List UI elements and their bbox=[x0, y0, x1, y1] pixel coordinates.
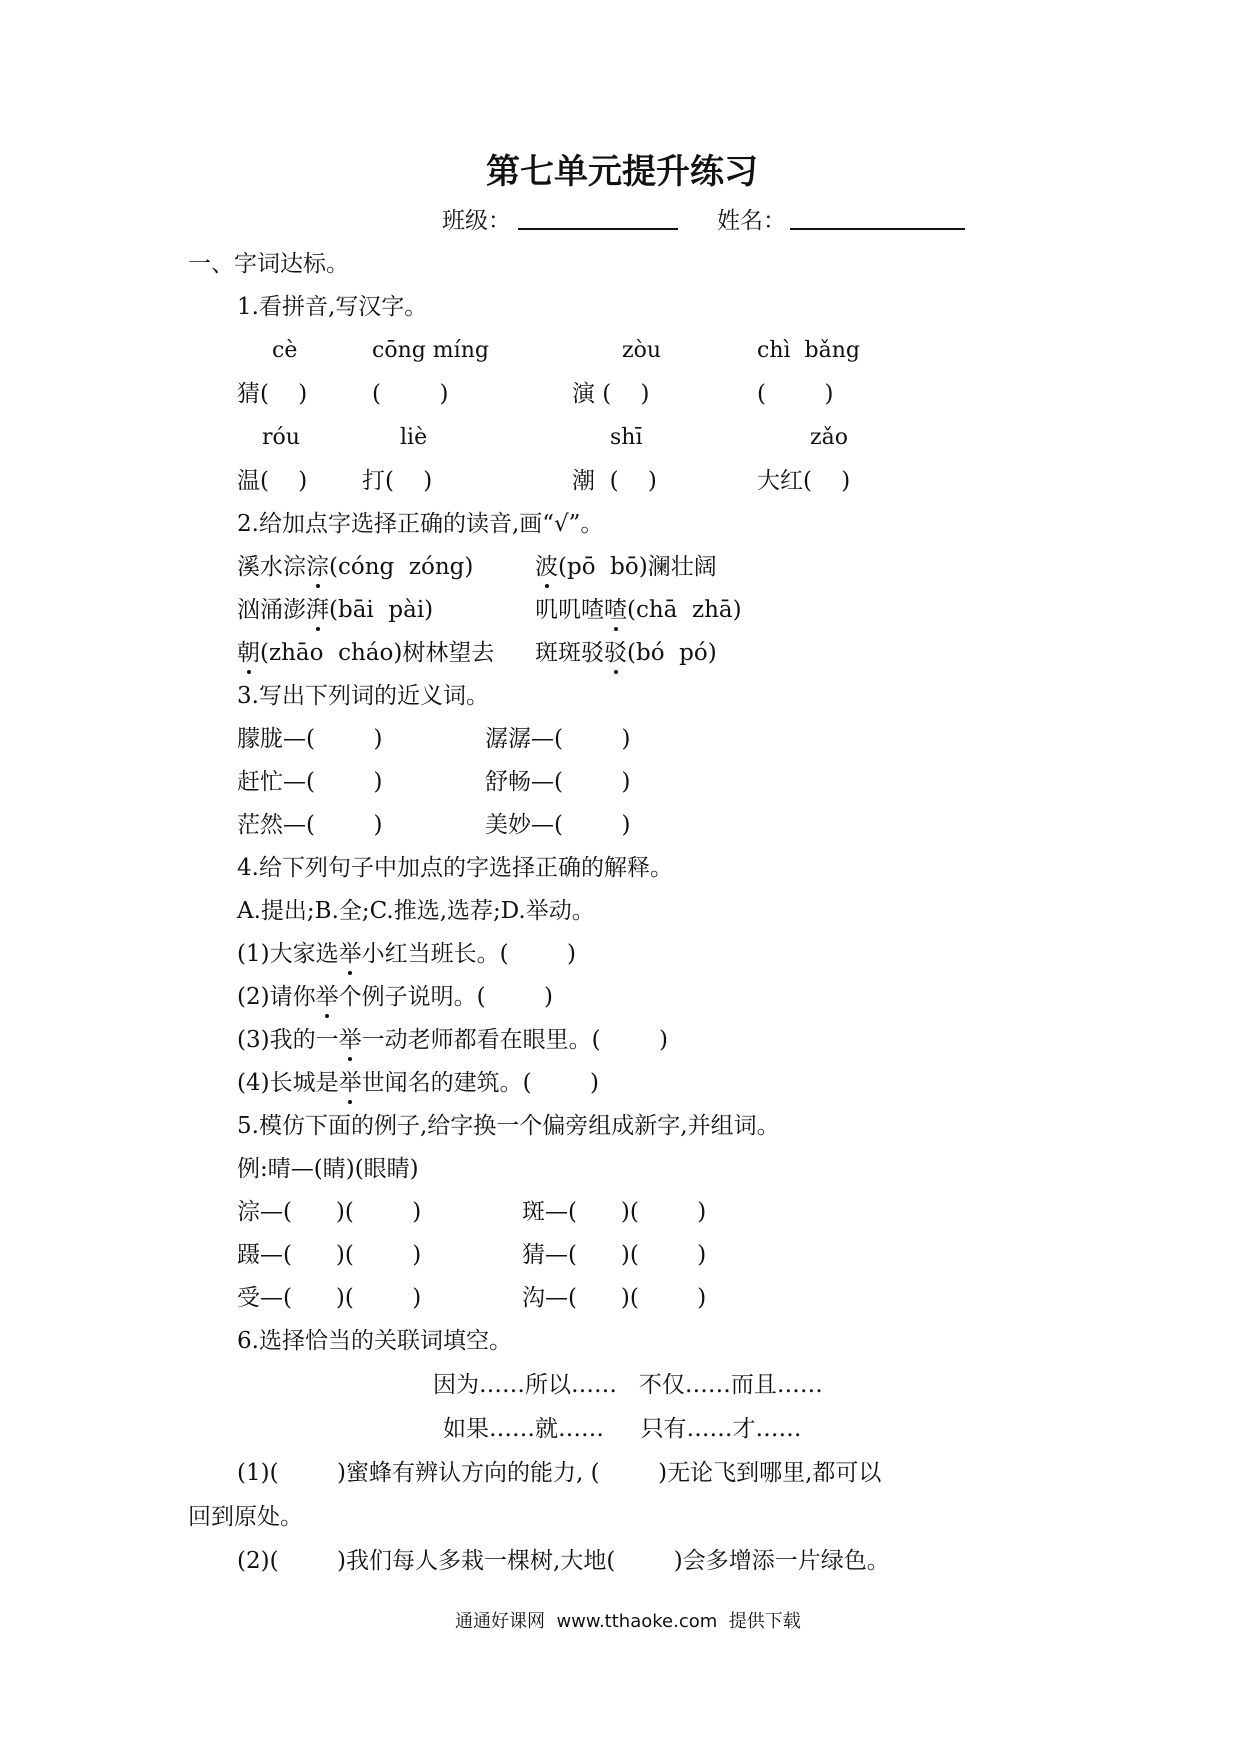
dotted-char: 举 bbox=[338, 1070, 362, 1096]
q1-pinyin: cè bbox=[272, 338, 298, 363]
q3-item[interactable]: 舒畅—( ) bbox=[485, 769, 631, 795]
q1-pinyin: zǎo bbox=[810, 425, 848, 450]
dotted-char: 波 bbox=[535, 554, 558, 580]
q1-pinyin: zòu bbox=[622, 338, 662, 363]
q1-blank[interactable]: 猜( ) bbox=[237, 381, 308, 407]
q2-item-post: (bāi pài) bbox=[329, 597, 434, 623]
q2-item-post: (zhāo cháo)树林望去 bbox=[260, 640, 495, 666]
q6-prompt: 6.选择恰当的关联词填空。 bbox=[237, 1328, 512, 1354]
q1-blank[interactable]: 演 ( ) bbox=[572, 381, 650, 407]
dotted-char: 朝 bbox=[237, 640, 260, 666]
q2-item-post: (bó pó) bbox=[627, 640, 717, 666]
q3-item[interactable]: 赶忙—( ) bbox=[237, 769, 383, 795]
q5-item[interactable]: 沟—( )( ) bbox=[522, 1285, 707, 1311]
q4-item[interactable] bbox=[237, 1072, 599, 1095]
dotted-char: 湃 bbox=[306, 597, 329, 623]
q4-item-pre: (3)我的一 bbox=[237, 1027, 339, 1053]
q1-blank[interactable]: 大红( ) bbox=[757, 468, 851, 494]
q4-item-post: 世闻名的建筑。( ) bbox=[361, 1070, 600, 1096]
q4-item[interactable] bbox=[237, 1029, 668, 1052]
q1-pinyin: liè bbox=[400, 425, 428, 450]
class-blank[interactable] bbox=[518, 208, 678, 230]
q1-pinyin: cōng míng bbox=[372, 338, 489, 363]
q4-item-post: 一动老师都看在眼里。( ) bbox=[361, 1027, 669, 1053]
q4-item-pre: (2)请你 bbox=[237, 984, 316, 1010]
q5-example: 例:晴—(睛)(眼睛) bbox=[237, 1156, 419, 1182]
q4-item[interactable] bbox=[237, 943, 576, 966]
q5-item[interactable]: 受—( )( ) bbox=[237, 1285, 422, 1311]
name-label: 姓名： bbox=[717, 208, 786, 234]
q3-item[interactable]: 美妙—( ) bbox=[485, 812, 631, 838]
q2-item[interactable] bbox=[237, 599, 433, 622]
q5-item[interactable]: 斑—( )( ) bbox=[522, 1199, 707, 1225]
q6-word-bank: 如果……就…… 只有……才…… bbox=[443, 1416, 802, 1442]
dotted-char: 驳 bbox=[604, 640, 627, 666]
dotted-char: 淙 bbox=[306, 554, 329, 580]
q5-prompt: 5.模仿下面的例子,给字换一个偏旁组成新字,并组词。 bbox=[237, 1113, 780, 1139]
q2-item-pre: 叽叽喳 bbox=[535, 597, 604, 623]
q1-prompt: 1.看拼音,写汉字。 bbox=[237, 294, 428, 320]
q2-prompt: 2.给加点字选择正确的读音,画“√”。 bbox=[237, 511, 604, 537]
q1-pinyin: shī bbox=[610, 425, 643, 450]
q4-item-post: 个例子说明。( ) bbox=[338, 984, 554, 1010]
q3-item[interactable]: 茫然—( ) bbox=[237, 812, 383, 838]
q2-item[interactable] bbox=[535, 642, 717, 665]
dotted-char: 举 bbox=[338, 941, 362, 967]
q2-item[interactable] bbox=[237, 556, 473, 579]
dotted-char: 举 bbox=[338, 1027, 362, 1053]
q4-options: A.提出;B.全;C.推选,选荐;D.举动。 bbox=[237, 898, 595, 924]
name-blank[interactable] bbox=[790, 208, 965, 230]
q2-item-post: (chā zhā) bbox=[627, 597, 742, 623]
class-label: 班级： bbox=[442, 208, 511, 234]
q2-item-post: (cóng zóng) bbox=[329, 554, 474, 580]
page-title: 第七单元提升练习 bbox=[486, 152, 758, 192]
q1-blank[interactable]: ( ) bbox=[757, 381, 834, 407]
q2-item-post: (pō bō)澜壮阔 bbox=[558, 554, 717, 580]
q2-item[interactable] bbox=[535, 599, 742, 622]
q2-item[interactable] bbox=[237, 642, 494, 665]
footer-credit: 通通好课网 www.tthaoke.com 提供下载 bbox=[455, 1611, 801, 1632]
dotted-char: 举 bbox=[315, 984, 339, 1010]
q1-pinyin: róu bbox=[262, 425, 300, 450]
q2-item-pre: 溪水淙 bbox=[237, 554, 306, 580]
q5-item[interactable]: 猜—( )( ) bbox=[522, 1242, 707, 1268]
q4-prompt: 4.给下列句子中加点的字选择正确的解释。 bbox=[237, 855, 673, 881]
q5-item[interactable]: 蹑—( )( ) bbox=[237, 1242, 422, 1268]
q6-sentence-1-cont: 回到原处。 bbox=[188, 1504, 303, 1530]
q2-item-pre: 汹涌澎 bbox=[237, 597, 306, 623]
q6-word-bank: 因为……所以…… 不仅……而且…… bbox=[433, 1372, 823, 1398]
q3-prompt: 3.写出下列词的近义词。 bbox=[237, 683, 489, 709]
dotted-char: 喳 bbox=[604, 597, 627, 623]
q5-item[interactable]: 淙—( )( ) bbox=[237, 1199, 422, 1225]
q1-blank[interactable]: ( ) bbox=[372, 381, 449, 407]
q1-blank[interactable]: 温( ) bbox=[237, 468, 308, 494]
q4-item-pre: (4)长城是 bbox=[237, 1070, 339, 1096]
q4-item-pre: (1)大家选 bbox=[237, 941, 339, 967]
q3-item[interactable]: 潺潺—( ) bbox=[485, 726, 631, 752]
q6-sentence-1[interactable]: (1)( )蜜蜂有辨认方向的能力, ( )无论飞到哪里,都可以 bbox=[237, 1460, 882, 1486]
q1-blank[interactable]: 潮 ( ) bbox=[572, 468, 657, 494]
q2-item-pre: 斑斑驳 bbox=[535, 640, 604, 666]
q6-sentence-2[interactable]: (2)( )我们每人多栽一棵树,大地( )会多增添一片绿色。 bbox=[237, 1548, 890, 1574]
q1-blank[interactable]: 打( ) bbox=[362, 468, 433, 494]
q1-pinyin: chì bǎng bbox=[757, 338, 860, 363]
section-heading: 一、字词达标。 bbox=[188, 251, 349, 277]
q4-item-post: 小红当班长。( ) bbox=[361, 941, 577, 967]
q2-item[interactable] bbox=[535, 556, 717, 579]
q4-item[interactable] bbox=[237, 986, 553, 1009]
q3-item[interactable]: 朦胧—( ) bbox=[237, 726, 383, 752]
